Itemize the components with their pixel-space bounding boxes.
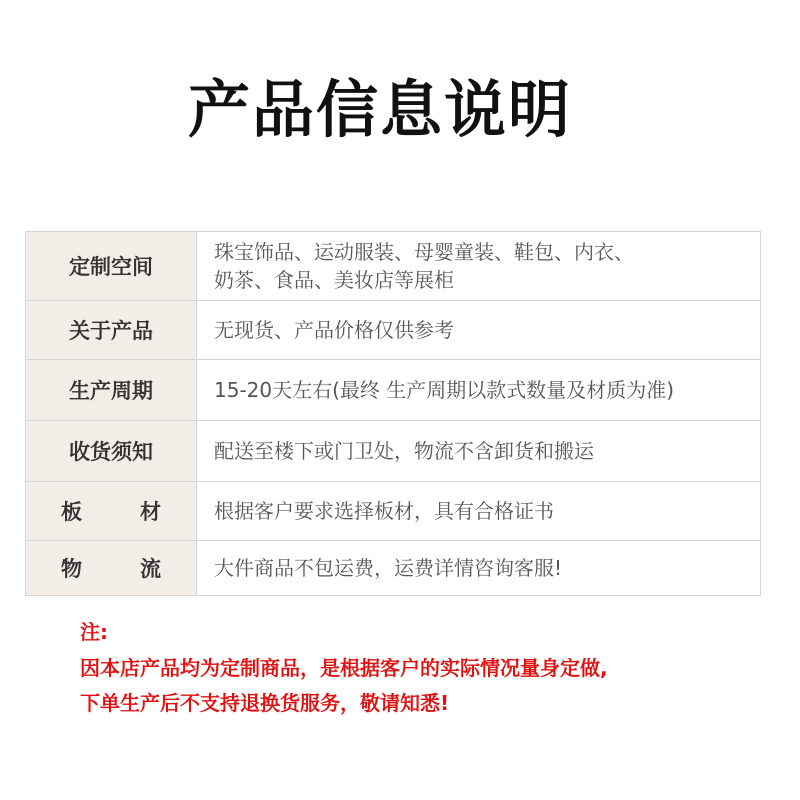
row-label: 收货须知: [26, 421, 197, 482]
row-label: 生产周期: [26, 360, 197, 421]
table-row-about-product: [26, 301, 761, 360]
row-value-line: 珠宝饰品、运动服装、母婴童装、鞋包、内衣、: [214, 240, 634, 264]
note-heading: 注:: [80, 620, 108, 644]
row-value-line: 奶茶、食品、美妆店等展柜: [214, 268, 454, 292]
row-value: 无现货、产品价格仅供参考: [197, 301, 761, 360]
page-title: 产品信息说明: [187, 73, 572, 146]
table-row-board-material: [26, 482, 761, 541]
row-value: 根据客户要求选择板材，具有合格证书: [197, 482, 761, 541]
note-line: 下单生产后不支持退换货服务，敬请知悉!: [80, 691, 450, 715]
row-value: [197, 232, 761, 301]
row-value: 15-20天左右(最终 生产周期以款式数量及材质为准): [197, 360, 761, 421]
table-row-custom-space: [26, 232, 761, 301]
row-label-text: 物 流: [61, 557, 161, 581]
row-label: [26, 541, 197, 596]
table-row-production-cycle: [26, 360, 761, 421]
row-label: 定制空间: [26, 232, 197, 301]
table-row-logistics: [26, 541, 761, 596]
row-value: 大件商品不包运费，运费详情咨询客服!: [197, 541, 761, 596]
row-label: 关于产品: [26, 301, 197, 360]
row-label: [26, 482, 197, 541]
row-value: 配送至楼下或门卫处，物流不含卸货和搬运: [197, 421, 761, 482]
table-row-delivery-notice: [26, 421, 761, 482]
product-info-table: [25, 231, 761, 596]
row-label-text: 板 材: [61, 500, 161, 524]
note-line: 因本店产品均为定制商品，是根据客户的实际情况量身定做,: [80, 656, 608, 680]
